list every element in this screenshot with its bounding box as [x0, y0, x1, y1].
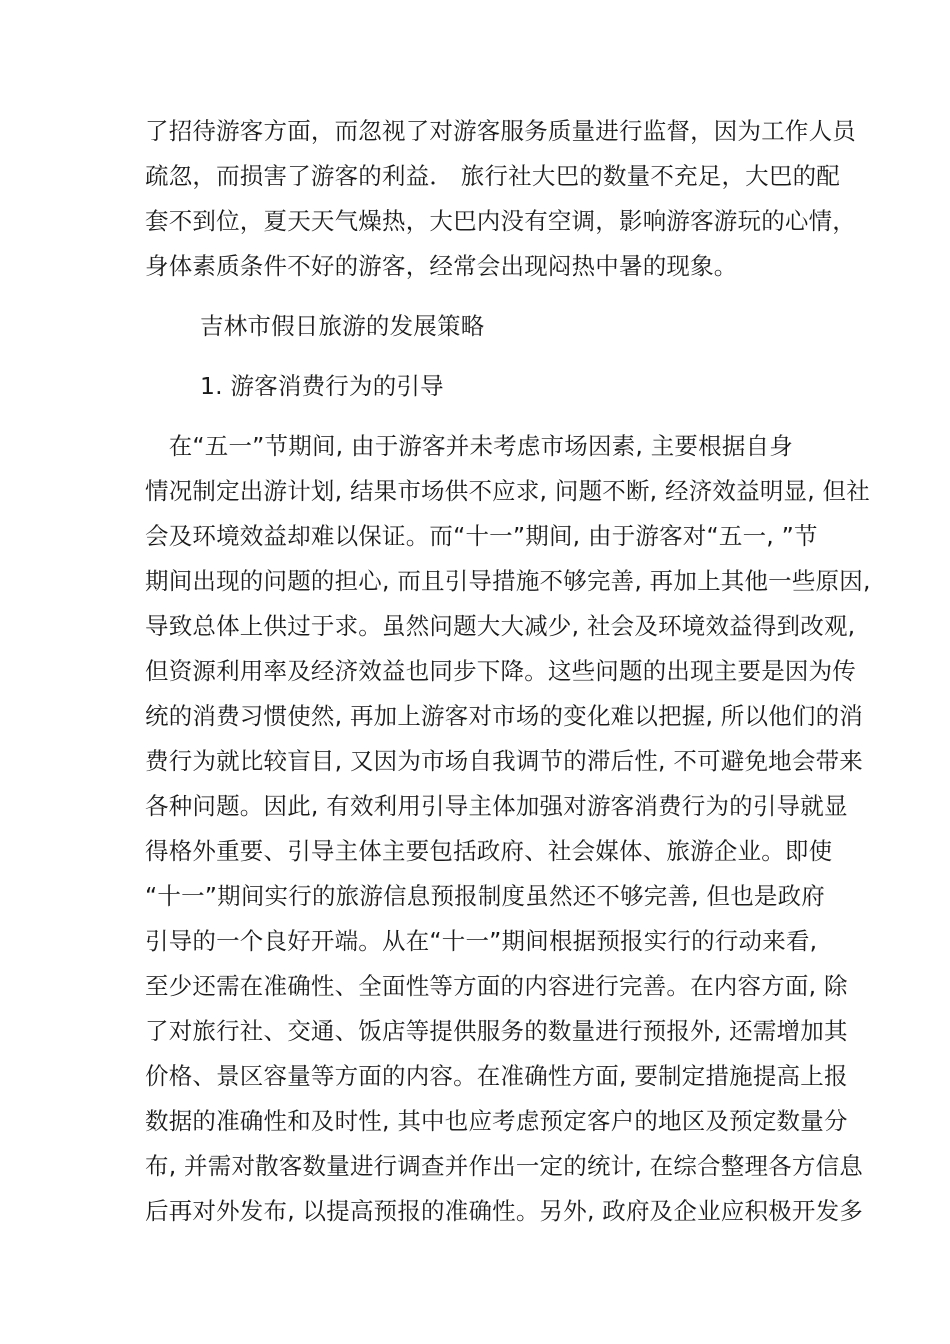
paragraph-line: 价格、景区容量等方面的内容。在准确性方面, 要制定措施提高上报	[145, 1062, 848, 1090]
paragraph-line: 后再对外发布, 以提高预报的准确性。另外, 政府及企业应积极开发多	[145, 1197, 863, 1225]
paragraph-line: 套不到位，夏天天气燥热，大巴内没有空调，影响游客游玩的心情，	[145, 207, 856, 235]
section-heading: 吉林市假日旅游的发展策略	[200, 312, 485, 340]
paragraph-line: 身体素质条件不好的游客，经常会出现闷热中暑的现象。	[145, 252, 738, 280]
subheading: 1. 游客消费行为的引导	[200, 372, 444, 400]
paragraph-line: 情况制定出游计划, 结果市场供不应求, 问题不断, 经济效益明显, 但社	[145, 477, 870, 505]
paragraph-line: 但资源利用率及经济效益也同步下降。这些问题的出现主要是因为传	[145, 657, 856, 685]
paragraph-line: 期间出现的问题的担心, 而且引导措施不够完善, 再加上其他一些原因,	[145, 567, 871, 595]
paragraph-line: 在“五一”节期间, 由于游客并未考虑市场因素, 主要根据自身	[145, 432, 793, 460]
paragraph-line: 了招待游客方面，而忽视了对游客服务质量进行监督，因为工作人员	[145, 117, 856, 145]
paragraph-line: “十一”期间实行的旅游信息预报制度虽然还不够完善, 但也是政府	[145, 882, 825, 910]
paragraph-line: 统的消费习惯使然, 再加上游客对市场的变化难以把握, 所以他们的消	[145, 702, 863, 730]
paragraph-line: 引导的一个良好开端。从在“十一”期间根据预报实行的行动来看,	[145, 927, 818, 955]
paragraph-line: 至少还需在准确性、全面性等方面的内容进行完善。在内容方面, 除	[145, 972, 848, 1000]
paragraph-line: 会及环境效益却难以保证。而“十一”期间, 由于游客对“五一, ”节	[145, 522, 818, 550]
paragraph-line: 疏忽，而损害了游客的利益． 旅行社大巴的数量不充足，大巴的配	[145, 162, 840, 190]
paragraph-line: 得格外重要、引导主体主要包括政府、社会媒体、旅游企业。即使	[145, 837, 833, 865]
paragraph-line: 数据的准确性和及时性, 其中也应考虑预定客户的地区及预定数量分	[145, 1107, 848, 1135]
paragraph-line: 了对旅行社、交通、饭店等提供服务的数量进行预报外, 还需增加其	[145, 1017, 848, 1045]
paragraph-line: 导致总体上供过于求。虽然问题大大减少, 社会及环境效益得到改观,	[145, 612, 856, 640]
paragraph-line: 布, 并需对散客数量进行调查并作出一定的统计, 在综合整理各方信息	[145, 1152, 863, 1180]
paragraph-line: 费行为就比较盲目, 又因为市场自我调节的滞后性, 不可避免地会带来	[145, 747, 863, 775]
paragraph-line: 各种问题。因此, 有效利用引导主体加强对游客消费行为的引导就显	[145, 792, 848, 820]
